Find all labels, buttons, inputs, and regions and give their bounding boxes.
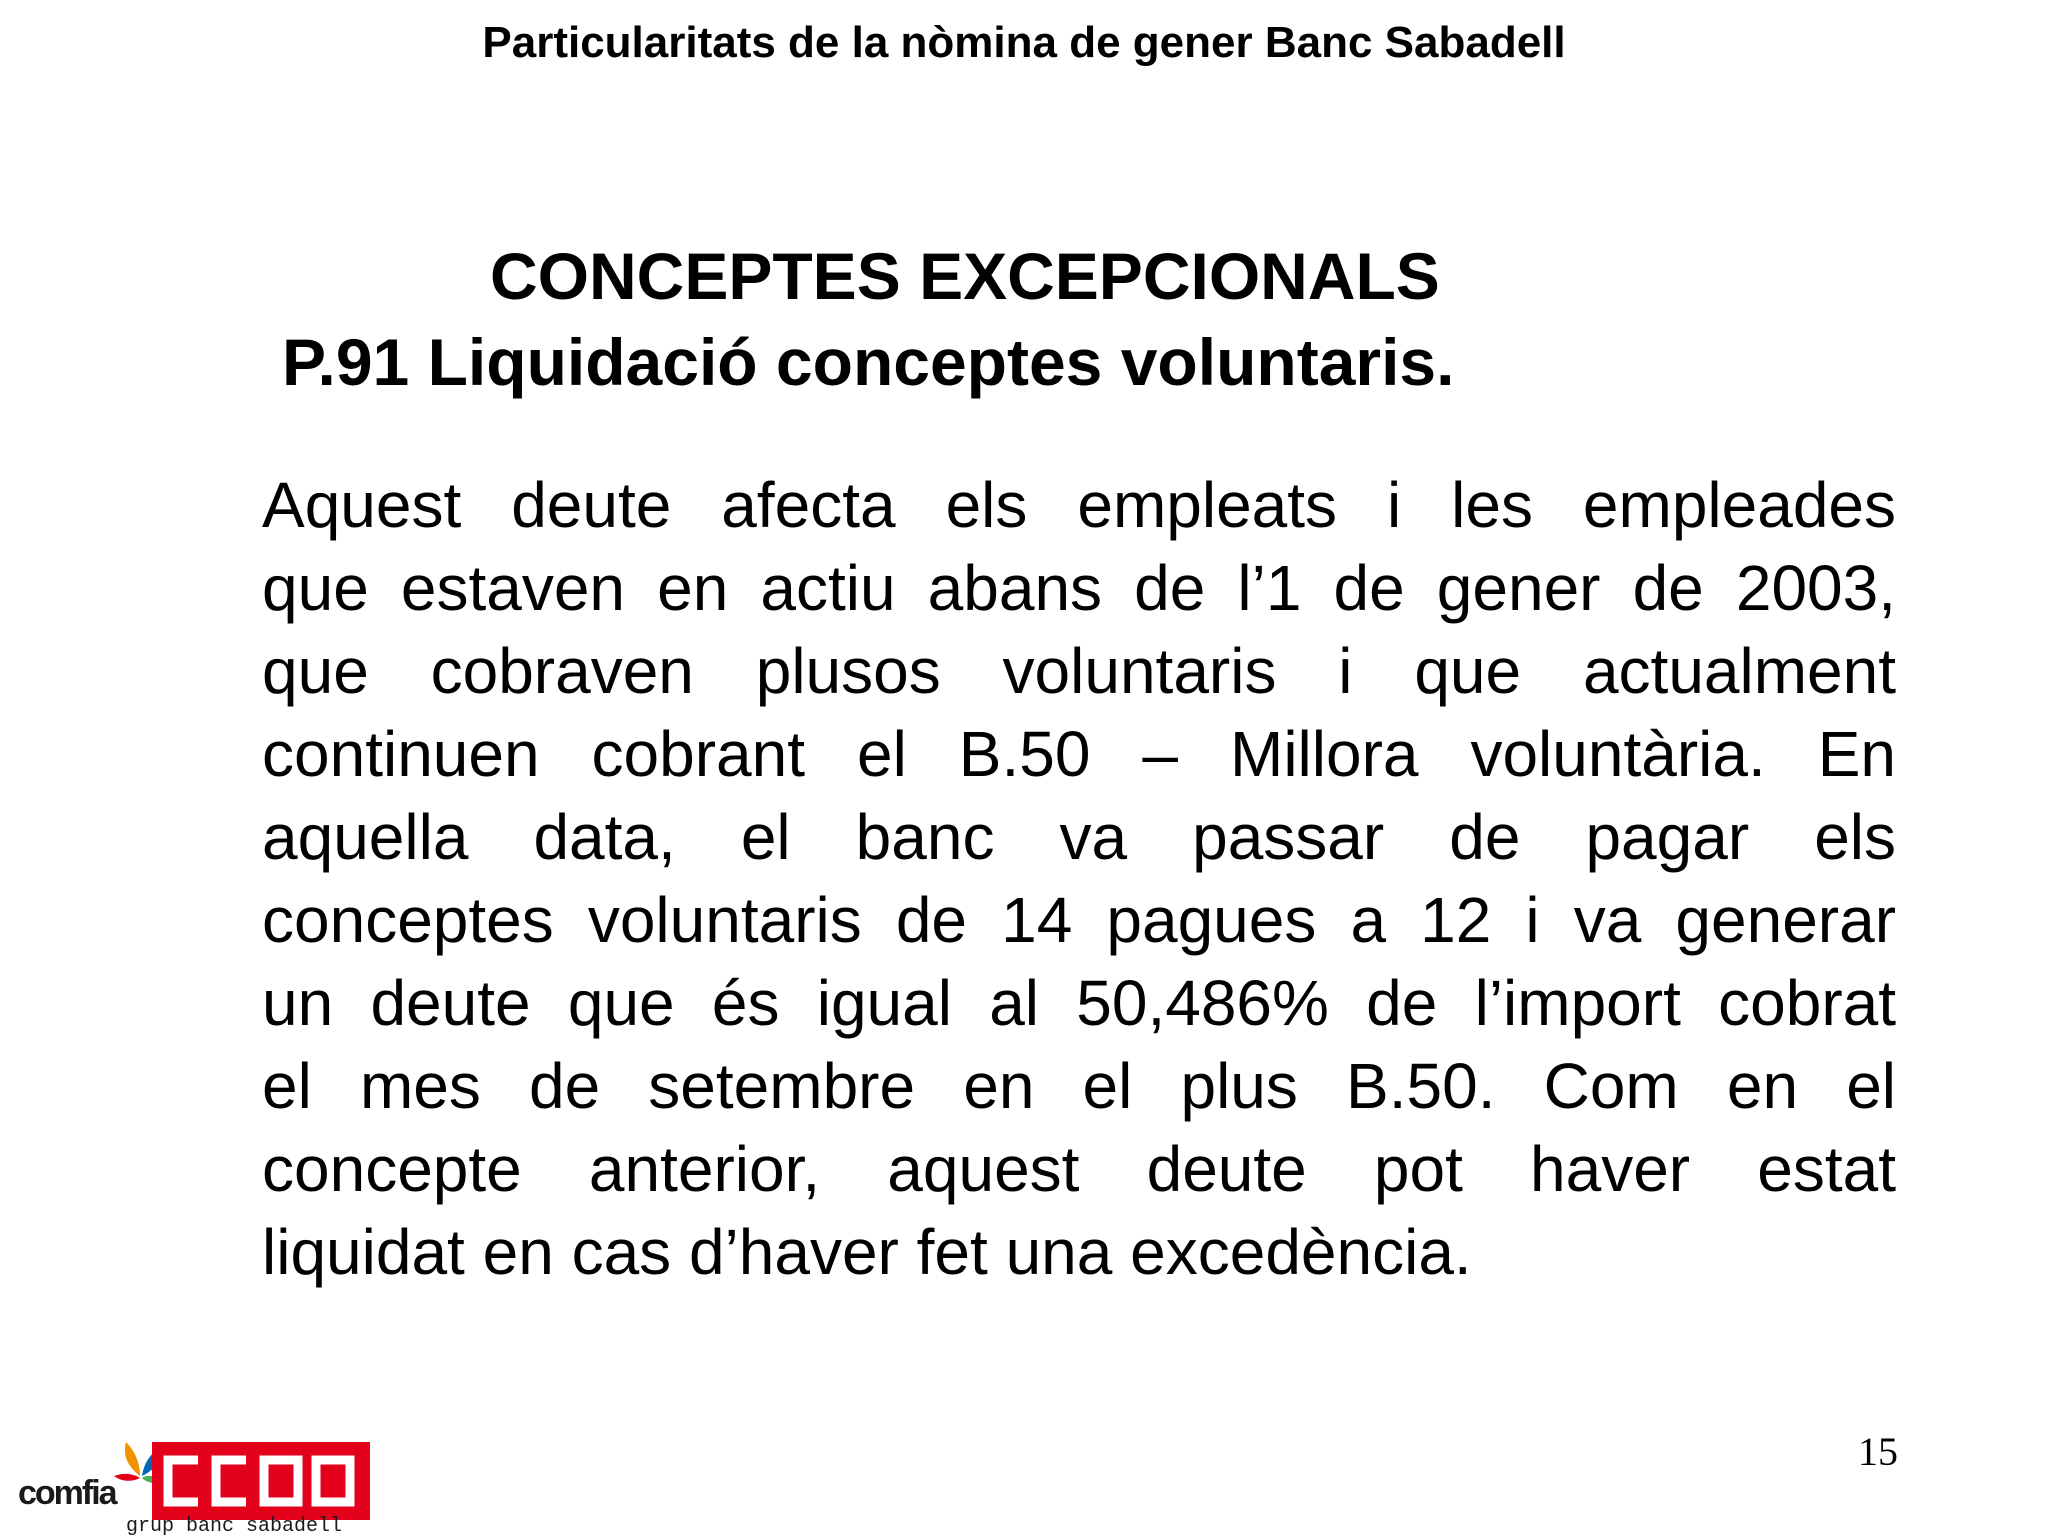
body-line: aquella data, el banc va passar de pagar els — [262, 801, 1896, 873]
page-header-title: Particularitats de la nòmina de gener Banc Sabadell — [482, 18, 1566, 67]
body-line: el mes de setembre en el plus B.50. Com en el — [262, 1050, 1896, 1122]
logo-ccoo-mark — [152, 1442, 370, 1520]
page-number: 15 — [1858, 1429, 1898, 1474]
section-subheading: P.91 Liquidació conceptes voluntaris. — [282, 325, 1455, 399]
body-line: que cobraven plusos voluntaris i que actualment — [262, 635, 1896, 707]
body-line: un deute que és igual al 50,486% de l’import cobrat — [262, 967, 1896, 1039]
body-line: continuen cobrant el B.50 – Millora voluntària. En — [262, 718, 1896, 790]
body-line: concepte anterior, aquest deute pot haver estat — [262, 1133, 1896, 1205]
body-paragraph — [262, 464, 1896, 1294]
body-line: liquidat en cas d’haver fet una excedència. — [262, 1216, 1472, 1288]
body-line: conceptes voluntaris de 14 pagues a 12 i va generar — [262, 884, 1896, 956]
section-heading: CONCEPTES EXCEPCIONALS — [490, 239, 1440, 313]
body-line: que estaven en actiu abans de l’1 de gener de 2003, — [262, 552, 1896, 624]
comfia-ccoo-logo — [18, 1428, 398, 1538]
logo-comfia-text: comfia — [18, 1474, 116, 1512]
logo-tagline: grup banc sabadell — [126, 1515, 343, 1538]
body-line: Aquest deute afecta els empleats i les empleades — [262, 469, 1896, 541]
